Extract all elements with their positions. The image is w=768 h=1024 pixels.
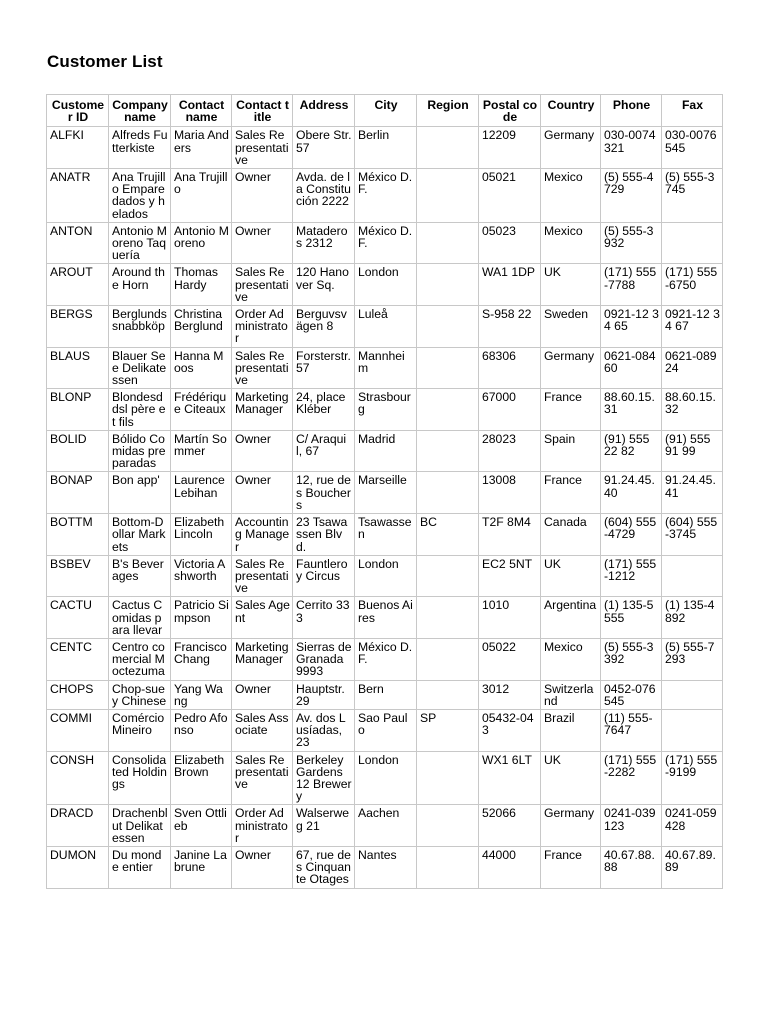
table-row <box>47 389 723 431</box>
city-cell: Strasbourg <box>355 389 417 431</box>
contact-title-cell: Sales Representative <box>232 264 293 306</box>
header-customer-id: Customer ID <box>47 95 109 127</box>
country-cell: Germany <box>541 805 601 847</box>
postal-code-cell: 44000 <box>479 846 541 888</box>
table-row <box>47 514 723 556</box>
header-address: Address <box>293 95 355 127</box>
header-fax: Fax <box>662 95 723 127</box>
company-name-cell: Ana Trujillo Emparedados y helados <box>109 169 171 223</box>
address-cell: Berkeley Gardens 12 Brewery <box>293 751 355 805</box>
region-cell <box>417 169 479 223</box>
customer-id-cell: AROUT <box>47 264 109 306</box>
contact-name-cell: Hanna Moos <box>171 347 232 389</box>
region-cell: SP <box>417 709 479 751</box>
address-cell: Cerrito 333 <box>293 597 355 639</box>
fax-cell: 88.60.15.32 <box>662 389 723 431</box>
country-cell: UK <box>541 264 601 306</box>
postal-code-cell: 28023 <box>479 430 541 472</box>
contact-title-cell: Marketing Manager <box>232 389 293 431</box>
customer-id-cell: CHOPS <box>47 680 109 709</box>
fax-cell: (5) 555-3745 <box>662 169 723 223</box>
header-contact-name: Contact name <box>171 95 232 127</box>
country-cell: Argentina <box>541 597 601 639</box>
fax-cell: (5) 555-7293 <box>662 638 723 680</box>
country-cell: Sweden <box>541 306 601 348</box>
company-name-cell: Comércio Mineiro <box>109 709 171 751</box>
address-cell: Forsterstr. 57 <box>293 347 355 389</box>
address-cell: Sierras de Granada 9993 <box>293 638 355 680</box>
city-cell: México D.F. <box>355 638 417 680</box>
contact-name-cell: Elizabeth Brown <box>171 751 232 805</box>
contact-title-cell: Sales Representative <box>232 751 293 805</box>
postal-code-cell: 05432-043 <box>479 709 541 751</box>
header-country: Country <box>541 95 601 127</box>
contact-title-cell: Sales Representative <box>232 555 293 597</box>
header-phone: Phone <box>601 95 662 127</box>
customer-id-cell: BLONP <box>47 389 109 431</box>
company-name-cell: Consolidated Holdings <box>109 751 171 805</box>
customer-id-cell: CACTU <box>47 597 109 639</box>
phone-cell: (91) 555 22 82 <box>601 430 662 472</box>
contact-title-cell: Owner <box>232 222 293 264</box>
fax-cell <box>662 680 723 709</box>
company-name-cell: Cactus Comidas para llevar <box>109 597 171 639</box>
country-cell: France <box>541 846 601 888</box>
contact-name-cell: Pedro Afonso <box>171 709 232 751</box>
contact-title-cell: Owner <box>232 430 293 472</box>
city-cell: México D.F. <box>355 222 417 264</box>
postal-code-cell: S-958 22 <box>479 306 541 348</box>
customer-id-cell: BSBEV <box>47 555 109 597</box>
city-cell: London <box>355 264 417 306</box>
phone-cell: 0241-039123 <box>601 805 662 847</box>
postal-code-cell: 12209 <box>479 127 541 169</box>
fax-cell <box>662 555 723 597</box>
company-name-cell: Antonio Moreno Taquería <box>109 222 171 264</box>
contact-name-cell: Maria Anders <box>171 127 232 169</box>
country-cell: Switzerland <box>541 680 601 709</box>
company-name-cell: B's Beverages <box>109 555 171 597</box>
postal-code-cell: 13008 <box>479 472 541 514</box>
city-cell: Bern <box>355 680 417 709</box>
contact-name-cell: Martín Sommer <box>171 430 232 472</box>
phone-cell: (5) 555-3932 <box>601 222 662 264</box>
country-cell: Brazil <box>541 709 601 751</box>
table-row <box>47 169 723 223</box>
region-cell <box>417 347 479 389</box>
company-name-cell: Alfreds Futterkiste <box>109 127 171 169</box>
table-row <box>47 680 723 709</box>
contact-title-cell: Sales Representative <box>232 347 293 389</box>
company-name-cell: Blauer See Delikatessen <box>109 347 171 389</box>
country-cell: France <box>541 472 601 514</box>
header-company-name: Company name <box>109 95 171 127</box>
city-cell: Berlin <box>355 127 417 169</box>
phone-cell: (604) 555-4729 <box>601 514 662 556</box>
table-row <box>47 805 723 847</box>
city-cell: Sao Paulo <box>355 709 417 751</box>
phone-cell: (5) 555-3392 <box>601 638 662 680</box>
table-row <box>47 638 723 680</box>
company-name-cell: Du monde entier <box>109 846 171 888</box>
contact-name-cell: Frédérique Citeaux <box>171 389 232 431</box>
address-cell: Walserweg 21 <box>293 805 355 847</box>
company-name-cell: Bólido Comidas preparadas <box>109 430 171 472</box>
phone-cell: 0621-08460 <box>601 347 662 389</box>
customer-id-cell: ALFKI <box>47 127 109 169</box>
region-cell <box>417 222 479 264</box>
contact-name-cell: Francisco Chang <box>171 638 232 680</box>
fax-cell: 0241-059428 <box>662 805 723 847</box>
fax-cell: 91.24.45.41 <box>662 472 723 514</box>
country-cell: UK <box>541 555 601 597</box>
city-cell: Buenos Aires <box>355 597 417 639</box>
contact-name-cell: Christina Berglund <box>171 306 232 348</box>
company-name-cell: Bon app' <box>109 472 171 514</box>
customer-id-cell: BLAUS <box>47 347 109 389</box>
city-cell: London <box>355 555 417 597</box>
company-name-cell: Drachenblut Delikatessen <box>109 805 171 847</box>
customer-id-cell: BONAP <box>47 472 109 514</box>
country-cell: Mexico <box>541 169 601 223</box>
city-cell: Marseille <box>355 472 417 514</box>
table-row <box>47 347 723 389</box>
address-cell: 24, place Kléber <box>293 389 355 431</box>
region-cell <box>417 846 479 888</box>
region-cell <box>417 127 479 169</box>
country-cell: Germany <box>541 347 601 389</box>
region-cell <box>417 805 479 847</box>
table-row <box>47 597 723 639</box>
postal-code-cell: T2F 8M4 <box>479 514 541 556</box>
phone-cell: (171) 555-2282 <box>601 751 662 805</box>
fax-cell: (1) 135-4892 <box>662 597 723 639</box>
header-region: Region <box>417 95 479 127</box>
phone-cell: (11) 555-7647 <box>601 709 662 751</box>
city-cell: Nantes <box>355 846 417 888</box>
phone-cell: 0921-12 34 65 <box>601 306 662 348</box>
table-row <box>47 751 723 805</box>
contact-name-cell: Victoria Ashworth <box>171 555 232 597</box>
country-cell: Mexico <box>541 222 601 264</box>
postal-code-cell: 3012 <box>479 680 541 709</box>
contact-name-cell: Thomas Hardy <box>171 264 232 306</box>
phone-cell: (1) 135-5555 <box>601 597 662 639</box>
customer-id-cell: DUMON <box>47 846 109 888</box>
region-cell <box>417 680 479 709</box>
company-name-cell: Berglunds snabbköp <box>109 306 171 348</box>
phone-cell: 91.24.45.40 <box>601 472 662 514</box>
contact-title-cell: Accounting Manager <box>232 514 293 556</box>
customer-id-cell: BERGS <box>47 306 109 348</box>
country-cell: Spain <box>541 430 601 472</box>
country-cell: France <box>541 389 601 431</box>
fax-cell <box>662 709 723 751</box>
fax-cell: 40.67.89.89 <box>662 846 723 888</box>
country-cell: Germany <box>541 127 601 169</box>
phone-cell: (171) 555-1212 <box>601 555 662 597</box>
address-cell: Obere Str. 57 <box>293 127 355 169</box>
table-row <box>47 264 723 306</box>
contact-title-cell: Owner <box>232 472 293 514</box>
table-row <box>47 430 723 472</box>
address-cell: Mataderos 2312 <box>293 222 355 264</box>
fax-cell: 0921-12 34 67 <box>662 306 723 348</box>
customer-id-cell: CONSH <box>47 751 109 805</box>
city-cell: Tsawassen <box>355 514 417 556</box>
region-cell <box>417 597 479 639</box>
contact-name-cell: Ana Trujillo <box>171 169 232 223</box>
contact-name-cell: Yang Wang <box>171 680 232 709</box>
phone-cell: 88.60.15.31 <box>601 389 662 431</box>
contact-title-cell: Owner <box>232 846 293 888</box>
postal-code-cell: WA1 1DP <box>479 264 541 306</box>
postal-code-cell: 1010 <box>479 597 541 639</box>
address-cell: Berguvsvägen 8 <box>293 306 355 348</box>
address-cell: 120 Hanover Sq. <box>293 264 355 306</box>
postal-code-cell: 05023 <box>479 222 541 264</box>
contact-name-cell: Patricio Simpson <box>171 597 232 639</box>
customer-id-cell: DRACD <box>47 805 109 847</box>
address-cell: C/ Araquil, 67 <box>293 430 355 472</box>
table-row <box>47 709 723 751</box>
postal-code-cell: 05022 <box>479 638 541 680</box>
company-name-cell: Bottom-Dollar Markets <box>109 514 171 556</box>
contact-name-cell: Sven Ottlieb <box>171 805 232 847</box>
phone-cell: (171) 555-7788 <box>601 264 662 306</box>
table-row <box>47 222 723 264</box>
contact-title-cell: Order Administrator <box>232 306 293 348</box>
city-cell: Mannheim <box>355 347 417 389</box>
address-cell: Av. dos Lusíadas, 23 <box>293 709 355 751</box>
company-name-cell: Centro comercial Moctezuma <box>109 638 171 680</box>
phone-cell: 030-0074321 <box>601 127 662 169</box>
page-title: Customer List <box>47 52 163 71</box>
fax-cell: (171) 555-6750 <box>662 264 723 306</box>
contact-name-cell: Laurence Lebihan <box>171 472 232 514</box>
region-cell <box>417 751 479 805</box>
city-cell: Aachen <box>355 805 417 847</box>
fax-cell: (91) 555 91 99 <box>662 430 723 472</box>
contact-title-cell: Marketing Manager <box>232 638 293 680</box>
phone-cell: 0452-076545 <box>601 680 662 709</box>
contact-title-cell: Owner <box>232 169 293 223</box>
address-cell: Fauntleroy Circus <box>293 555 355 597</box>
fax-cell: (171) 555-9199 <box>662 751 723 805</box>
contact-title-cell: Sales Agent <box>232 597 293 639</box>
table-row <box>47 846 723 888</box>
country-cell: Mexico <box>541 638 601 680</box>
postal-code-cell: 05021 <box>479 169 541 223</box>
address-cell: 12, rue des Bouchers <box>293 472 355 514</box>
table-row <box>47 306 723 348</box>
header-contact-title: Contact title <box>232 95 293 127</box>
header-postal-code: Postal code <box>479 95 541 127</box>
contact-title-cell: Sales Associate <box>232 709 293 751</box>
company-name-cell: Chop-suey Chinese <box>109 680 171 709</box>
contact-title-cell: Owner <box>232 680 293 709</box>
postal-code-cell: 68306 <box>479 347 541 389</box>
contact-title-cell: Order Administrator <box>232 805 293 847</box>
table-row <box>47 555 723 597</box>
address-cell: 67, rue des Cinquante Otages <box>293 846 355 888</box>
header-city: City <box>355 95 417 127</box>
fax-cell: 030-0076545 <box>662 127 723 169</box>
company-name-cell: Around the Horn <box>109 264 171 306</box>
customer-table <box>46 94 723 889</box>
region-cell <box>417 430 479 472</box>
table-header-row <box>47 95 723 127</box>
region-cell <box>417 264 479 306</box>
region-cell <box>417 472 479 514</box>
city-cell: México D.F. <box>355 169 417 223</box>
customer-id-cell: ANTON <box>47 222 109 264</box>
table-row <box>47 472 723 514</box>
address-cell: Avda. de la Constitución 2222 <box>293 169 355 223</box>
address-cell: 23 Tsawassen Blvd. <box>293 514 355 556</box>
table-row <box>47 127 723 169</box>
city-cell: Luleå <box>355 306 417 348</box>
phone-cell: 40.67.88.88 <box>601 846 662 888</box>
contact-title-cell: Sales Representative <box>232 127 293 169</box>
region-cell <box>417 638 479 680</box>
customer-id-cell: ANATR <box>47 169 109 223</box>
contact-name-cell: Janine Labrune <box>171 846 232 888</box>
customer-id-cell: BOLID <box>47 430 109 472</box>
fax-cell: 0621-08924 <box>662 347 723 389</box>
country-cell: UK <box>541 751 601 805</box>
region-cell <box>417 306 479 348</box>
fax-cell: (604) 555-3745 <box>662 514 723 556</box>
region-cell <box>417 555 479 597</box>
postal-code-cell: 52066 <box>479 805 541 847</box>
region-cell <box>417 389 479 431</box>
customer-id-cell: CENTC <box>47 638 109 680</box>
customer-id-cell: BOTTM <box>47 514 109 556</box>
city-cell: London <box>355 751 417 805</box>
city-cell: Madrid <box>355 430 417 472</box>
contact-name-cell: Elizabeth Lincoln <box>171 514 232 556</box>
region-cell: BC <box>417 514 479 556</box>
company-name-cell: Blondesddsl père et fils <box>109 389 171 431</box>
address-cell: Hauptstr. 29 <box>293 680 355 709</box>
postal-code-cell: EC2 5NT <box>479 555 541 597</box>
customer-id-cell: COMMI <box>47 709 109 751</box>
postal-code-cell: 67000 <box>479 389 541 431</box>
phone-cell: (5) 555-4729 <box>601 169 662 223</box>
fax-cell <box>662 222 723 264</box>
country-cell: Canada <box>541 514 601 556</box>
postal-code-cell: WX1 6LT <box>479 751 541 805</box>
contact-name-cell: Antonio Moreno <box>171 222 232 264</box>
